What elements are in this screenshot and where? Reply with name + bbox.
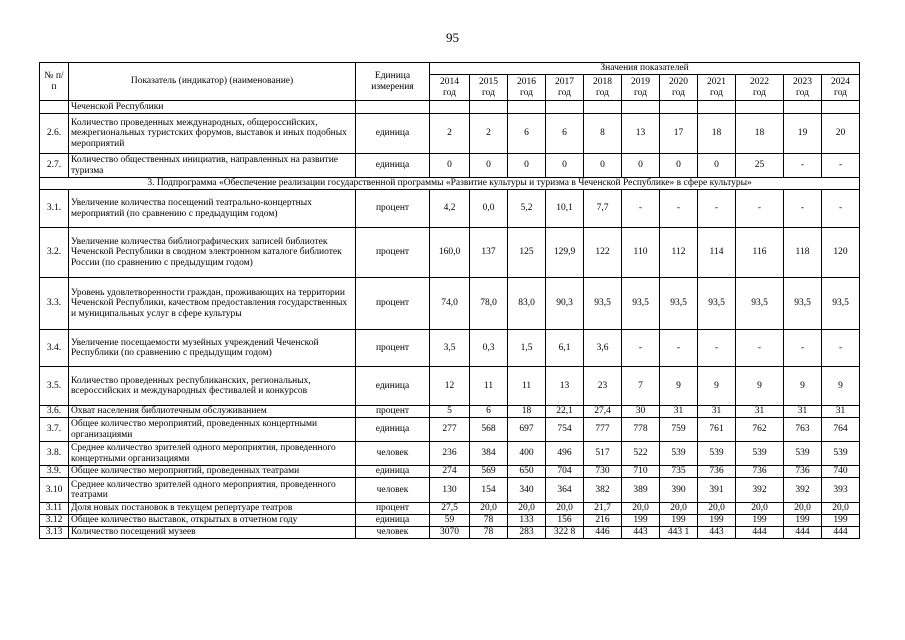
value-cell-2014: 59 — [430, 515, 470, 527]
header-unit: Единица измерения — [356, 63, 430, 101]
value-cell-2015: 137 — [470, 228, 508, 278]
value-cell-2020: 112 — [660, 228, 698, 278]
value-cell-2022: 116 — [736, 228, 784, 278]
value-cell-2020: 390 — [660, 478, 698, 503]
value-cell-2019: - — [622, 190, 660, 228]
header-year-2022: 2022 год — [736, 75, 784, 101]
value-cell-2020: 0 — [660, 154, 698, 178]
value-cell-2017: 6 — [546, 114, 584, 154]
value-cell-2019: 443 — [622, 527, 660, 539]
value-cell-2017: 496 — [546, 442, 584, 466]
value-cell-2018: 122 — [584, 228, 622, 278]
value-cell-2017: 10,1 — [546, 190, 584, 228]
value-cell-2024: 199 — [822, 515, 860, 527]
value-cell-2024: 740 — [822, 466, 860, 478]
row-number: 3.10 — [40, 478, 69, 503]
value-cell-2024: 764 — [822, 418, 860, 442]
value-cell-2017 — [546, 101, 584, 114]
value-cell-2014: 4,2 — [430, 190, 470, 228]
table-row — [40, 466, 860, 478]
unit-cell: единица — [356, 466, 430, 478]
value-cell-2021: 761 — [698, 418, 736, 442]
row-number: 3.13 — [40, 527, 69, 539]
value-cell-2020: 199 — [660, 515, 698, 527]
value-cell-2020: 539 — [660, 442, 698, 466]
value-cell-2024: 393 — [822, 478, 860, 503]
row-number: 3.12 — [40, 515, 69, 527]
value-cell-2021: 9 — [698, 367, 736, 406]
value-cell-2017: 22,1 — [546, 406, 584, 418]
value-cell-2020: 735 — [660, 466, 698, 478]
value-cell-2022: 20,0 — [736, 503, 784, 515]
value-cell-2015: 78,0 — [470, 278, 508, 330]
value-cell-2017: 322 8 — [546, 527, 584, 539]
value-cell-2021: 443 — [698, 527, 736, 539]
value-cell-2024: 20 — [822, 114, 860, 154]
unit-cell: единица — [356, 515, 430, 527]
value-cell-2022: - — [736, 190, 784, 228]
unit-cell: единица — [356, 418, 430, 442]
unit-cell: единица — [356, 367, 430, 406]
unit-cell — [356, 101, 430, 114]
value-cell-2021: 199 — [698, 515, 736, 527]
row-number: 2.7. — [40, 154, 69, 178]
value-cell-2016: 1,5 — [508, 330, 546, 367]
row-number: 3.2. — [40, 228, 69, 278]
header-year-2016: 2016 год — [508, 75, 546, 101]
value-cell-2015: 0 — [470, 154, 508, 178]
value-cell-2019: 389 — [622, 478, 660, 503]
unit-cell: человек — [356, 478, 430, 503]
value-cell-2014: 5 — [430, 406, 470, 418]
value-cell-2021: 93,5 — [698, 278, 736, 330]
value-cell-2021: 20,0 — [698, 503, 736, 515]
indicator-name: Охват населения библиотечным обслуживанием — [69, 406, 356, 418]
indicator-name: Увеличение количества библиографических записей библиотек Чеченской Республики в сводном электронном каталоге библиотек России (по сравнению с предыдущим годом) — [69, 228, 356, 278]
value-cell-2020: 20,0 — [660, 503, 698, 515]
row-number: 3.1. — [40, 190, 69, 228]
indicator-name: Общее количество мероприятий, проведенных концертными организациями — [69, 418, 356, 442]
table-row — [40, 418, 860, 442]
indicator-name: Общее количество выставок, открытых в отчетном году — [69, 515, 356, 527]
indicator-name: Количество общественных инициатив, направленных на развитие туризма — [69, 154, 356, 178]
indicator-name: Среднее количество зрителей одного мероприятия, проведенного концертными организациями — [69, 442, 356, 466]
header-year-2014: 2014 год — [430, 75, 470, 101]
value-cell-2019: 110 — [622, 228, 660, 278]
indicator-name: Среднее количество зрителей одного мероприятия, проведенного театрами — [69, 478, 356, 503]
table-row — [40, 154, 860, 178]
value-cell-2014: 236 — [430, 442, 470, 466]
header-year-2019: 2019 год — [622, 75, 660, 101]
value-cell-2015: 6 — [470, 406, 508, 418]
row-number: 3.3. — [40, 278, 69, 330]
indicator-name: Количество проведенных республиканских, региональных, всероссийских и международных фестивалей и конкурсов — [69, 367, 356, 406]
indicator-name: Увеличение посещаемости музейных учреждений Чеченской Республики (по сравнению с предыдущим годом) — [69, 330, 356, 367]
value-cell-2017: 0 — [546, 154, 584, 178]
value-cell-2019: 93,5 — [622, 278, 660, 330]
row-number: 3.4. — [40, 330, 69, 367]
value-cell-2017: 156 — [546, 515, 584, 527]
row-number: 2.6. — [40, 114, 69, 154]
value-cell-2021: 391 — [698, 478, 736, 503]
value-cell-2018: 446 — [584, 527, 622, 539]
value-cell-2022: 444 — [736, 527, 784, 539]
value-cell-2017: 754 — [546, 418, 584, 442]
unit-cell: процент — [356, 503, 430, 515]
value-cell-2023: - — [784, 330, 822, 367]
value-cell-2018: 517 — [584, 442, 622, 466]
table-row — [40, 515, 860, 527]
value-cell-2016: 125 — [508, 228, 546, 278]
value-cell-2024: - — [822, 330, 860, 367]
value-cell-2019: 13 — [622, 114, 660, 154]
table-row — [40, 101, 860, 114]
value-cell-2016: 18 — [508, 406, 546, 418]
value-cell-2023: 763 — [784, 418, 822, 442]
header-year-2023: 2023 год — [784, 75, 822, 101]
value-cell-2020: 31 — [660, 406, 698, 418]
unit-cell: единица — [356, 154, 430, 178]
value-cell-2023: 9 — [784, 367, 822, 406]
value-cell-2024: 20,0 — [822, 503, 860, 515]
value-cell-2018: 21,7 — [584, 503, 622, 515]
value-cell-2015: 78 — [470, 527, 508, 539]
value-cell-2023: 20,0 — [784, 503, 822, 515]
indicator-name: Доля новых постановок в текущем репертуаре театров — [69, 503, 356, 515]
value-cell-2016: 697 — [508, 418, 546, 442]
value-cell-2014: 27,5 — [430, 503, 470, 515]
value-cell-2024: 444 — [822, 527, 860, 539]
value-cell-2020: 93,5 — [660, 278, 698, 330]
row-number: 3.11 — [40, 503, 69, 515]
value-cell-2016: 20,0 — [508, 503, 546, 515]
value-cell-2022: 9 — [736, 367, 784, 406]
header-year-2018: 2018 год — [584, 75, 622, 101]
value-cell-2015: 78 — [470, 515, 508, 527]
value-cell-2024: 93,5 — [822, 278, 860, 330]
header-year-2017: 2017 год — [546, 75, 584, 101]
value-cell-2014: 160,0 — [430, 228, 470, 278]
header-num: № п/п — [40, 63, 69, 101]
value-cell-2021: 539 — [698, 442, 736, 466]
table-row — [40, 503, 860, 515]
value-cell-2016: 133 — [508, 515, 546, 527]
value-cell-2014: 130 — [430, 478, 470, 503]
value-cell-2016: 340 — [508, 478, 546, 503]
header-year-2020: 2020 год — [660, 75, 698, 101]
indicators-table — [39, 62, 860, 539]
unit-cell: процент — [356, 406, 430, 418]
value-cell-2021 — [698, 101, 736, 114]
value-cell-2022: 392 — [736, 478, 784, 503]
value-cell-2018 — [584, 101, 622, 114]
value-cell-2015 — [470, 101, 508, 114]
row-number: 3.7. — [40, 418, 69, 442]
value-cell-2024: 120 — [822, 228, 860, 278]
indicator-name: Увеличение количества посещений театрально-концертных мероприятий (по сравнению с предыдущим годом) — [69, 190, 356, 228]
value-cell-2023: 93,5 — [784, 278, 822, 330]
value-cell-2019: 30 — [622, 406, 660, 418]
value-cell-2023: - — [784, 190, 822, 228]
value-cell-2015: 569 — [470, 466, 508, 478]
table-row — [40, 190, 860, 228]
value-cell-2014: 12 — [430, 367, 470, 406]
indicator-name: Количество проведенных международных, общероссийских, межрегиональных туристских форумов, выставок и иных подобных мероприятий — [69, 114, 356, 154]
value-cell-2017: 20,0 — [546, 503, 584, 515]
table-row — [40, 228, 860, 278]
value-cell-2016 — [508, 101, 546, 114]
table-row — [40, 442, 860, 466]
value-cell-2021: - — [698, 330, 736, 367]
table-row — [40, 406, 860, 418]
value-cell-2019: 0 — [622, 154, 660, 178]
unit-cell: человек — [356, 442, 430, 466]
value-cell-2014: 2 — [430, 114, 470, 154]
value-cell-2020: 17 — [660, 114, 698, 154]
value-cell-2024: 539 — [822, 442, 860, 466]
value-cell-2014: 3070 — [430, 527, 470, 539]
value-cell-2018: 23 — [584, 367, 622, 406]
value-cell-2020: 443 1 — [660, 527, 698, 539]
unit-cell: процент — [356, 190, 430, 228]
value-cell-2019: 7 — [622, 367, 660, 406]
value-cell-2018: 93,5 — [584, 278, 622, 330]
value-cell-2015: 384 — [470, 442, 508, 466]
value-cell-2018: 777 — [584, 418, 622, 442]
value-cell-2019: 522 — [622, 442, 660, 466]
row-number: 3.9. — [40, 466, 69, 478]
value-cell-2024: - — [822, 190, 860, 228]
value-cell-2017: 129,9 — [546, 228, 584, 278]
value-cell-2016: 400 — [508, 442, 546, 466]
indicator-name: Уровень удовлетворенности граждан, проживающих на территории Чеченской Республики, качеством предоставления государственных и муниципальных услуг в сфере культуры — [69, 278, 356, 330]
value-cell-2021: 0 — [698, 154, 736, 178]
row-number — [40, 101, 69, 114]
value-cell-2017: 704 — [546, 466, 584, 478]
value-cell-2019: 199 — [622, 515, 660, 527]
value-cell-2023: 736 — [784, 466, 822, 478]
value-cell-2019: 20,0 — [622, 503, 660, 515]
value-cell-2019: - — [622, 330, 660, 367]
value-cell-2023: - — [784, 154, 822, 178]
value-cell-2021: 31 — [698, 406, 736, 418]
value-cell-2016: 83,0 — [508, 278, 546, 330]
value-cell-2022: - — [736, 330, 784, 367]
row-number: 3.8. — [40, 442, 69, 466]
value-cell-2016: 650 — [508, 466, 546, 478]
value-cell-2014: 277 — [430, 418, 470, 442]
unit-cell: процент — [356, 278, 430, 330]
section-title: 3. Подпрограмма «Обеспечение реализации государственной программы «Развитие культуры и туризма в Чеченской Республике» в сфере культуры» — [40, 178, 860, 190]
value-cell-2022: 199 — [736, 515, 784, 527]
page-number: 95 — [446, 30, 459, 45]
section-row — [40, 178, 860, 190]
value-cell-2020: - — [660, 190, 698, 228]
table-row — [40, 478, 860, 503]
unit-cell: единица — [356, 114, 430, 154]
table-row — [40, 527, 860, 539]
value-cell-2019: 710 — [622, 466, 660, 478]
value-cell-2023: 539 — [784, 442, 822, 466]
value-cell-2022: 736 — [736, 466, 784, 478]
value-cell-2023: 118 — [784, 228, 822, 278]
value-cell-2024: 31 — [822, 406, 860, 418]
value-cell-2015: 2 — [470, 114, 508, 154]
value-cell-2017: 13 — [546, 367, 584, 406]
value-cell-2015: 11 — [470, 367, 508, 406]
value-cell-2017: 6,1 — [546, 330, 584, 367]
value-cell-2023: 199 — [784, 515, 822, 527]
value-cell-2020: - — [660, 330, 698, 367]
unit-cell: процент — [356, 228, 430, 278]
value-cell-2022: 25 — [736, 154, 784, 178]
value-cell-2024: 9 — [822, 367, 860, 406]
value-cell-2014: 3,5 — [430, 330, 470, 367]
value-cell-2021: 736 — [698, 466, 736, 478]
header-year-2015: 2015 год — [470, 75, 508, 101]
value-cell-2019: 778 — [622, 418, 660, 442]
value-cell-2022 — [736, 101, 784, 114]
indicator-name: Количество посещений музеев — [69, 527, 356, 539]
table-row — [40, 367, 860, 406]
value-cell-2024: - — [822, 154, 860, 178]
value-cell-2019 — [622, 101, 660, 114]
row-number: 3.6. — [40, 406, 69, 418]
value-cell-2014 — [430, 101, 470, 114]
value-cell-2018: 0 — [584, 154, 622, 178]
value-cell-2014: 274 — [430, 466, 470, 478]
value-cell-2017: 90,3 — [546, 278, 584, 330]
value-cell-2016: 283 — [508, 527, 546, 539]
value-cell-2020 — [660, 101, 698, 114]
value-cell-2021: 18 — [698, 114, 736, 154]
value-cell-2018: 730 — [584, 466, 622, 478]
value-cell-2014: 0 — [430, 154, 470, 178]
value-cell-2023 — [784, 101, 822, 114]
value-cell-2018: 7,7 — [584, 190, 622, 228]
value-cell-2020: 759 — [660, 418, 698, 442]
header-indicator: Показатель (индикатор) (наименование) — [69, 63, 356, 101]
value-cell-2024 — [822, 101, 860, 114]
value-cell-2023: 31 — [784, 406, 822, 418]
value-cell-2018: 216 — [584, 515, 622, 527]
indicator-name: Чеченской Республики — [69, 101, 356, 114]
header-values-group: Значения показателей — [430, 63, 860, 75]
value-cell-2023: 19 — [784, 114, 822, 154]
table-row — [40, 278, 860, 330]
value-cell-2017: 364 — [546, 478, 584, 503]
row-number: 3.5. — [40, 367, 69, 406]
value-cell-2018: 27,4 — [584, 406, 622, 418]
value-cell-2014: 74,0 — [430, 278, 470, 330]
value-cell-2016: 5,2 — [508, 190, 546, 228]
value-cell-2023: 444 — [784, 527, 822, 539]
value-cell-2015: 20,0 — [470, 503, 508, 515]
value-cell-2022: 18 — [736, 114, 784, 154]
header-year-2024: 2024 год — [822, 75, 860, 101]
value-cell-2016: 11 — [508, 367, 546, 406]
value-cell-2022: 762 — [736, 418, 784, 442]
unit-cell: человек — [356, 527, 430, 539]
table-row — [40, 330, 860, 367]
header-year-2021: 2021 год — [698, 75, 736, 101]
value-cell-2018: 382 — [584, 478, 622, 503]
unit-cell: процент — [356, 330, 430, 367]
value-cell-2018: 8 — [584, 114, 622, 154]
indicator-name: Общее количество мероприятий, проведенных театрами — [69, 466, 356, 478]
value-cell-2015: 0,3 — [470, 330, 508, 367]
value-cell-2020: 9 — [660, 367, 698, 406]
value-cell-2018: 3,6 — [584, 330, 622, 367]
value-cell-2022: 31 — [736, 406, 784, 418]
value-cell-2021: - — [698, 190, 736, 228]
value-cell-2022: 539 — [736, 442, 784, 466]
value-cell-2015: 154 — [470, 478, 508, 503]
value-cell-2015: 0,0 — [470, 190, 508, 228]
value-cell-2022: 93,5 — [736, 278, 784, 330]
value-cell-2015: 568 — [470, 418, 508, 442]
value-cell-2023: 392 — [784, 478, 822, 503]
table-row — [40, 114, 860, 154]
value-cell-2021: 114 — [698, 228, 736, 278]
value-cell-2016: 0 — [508, 154, 546, 178]
value-cell-2016: 6 — [508, 114, 546, 154]
